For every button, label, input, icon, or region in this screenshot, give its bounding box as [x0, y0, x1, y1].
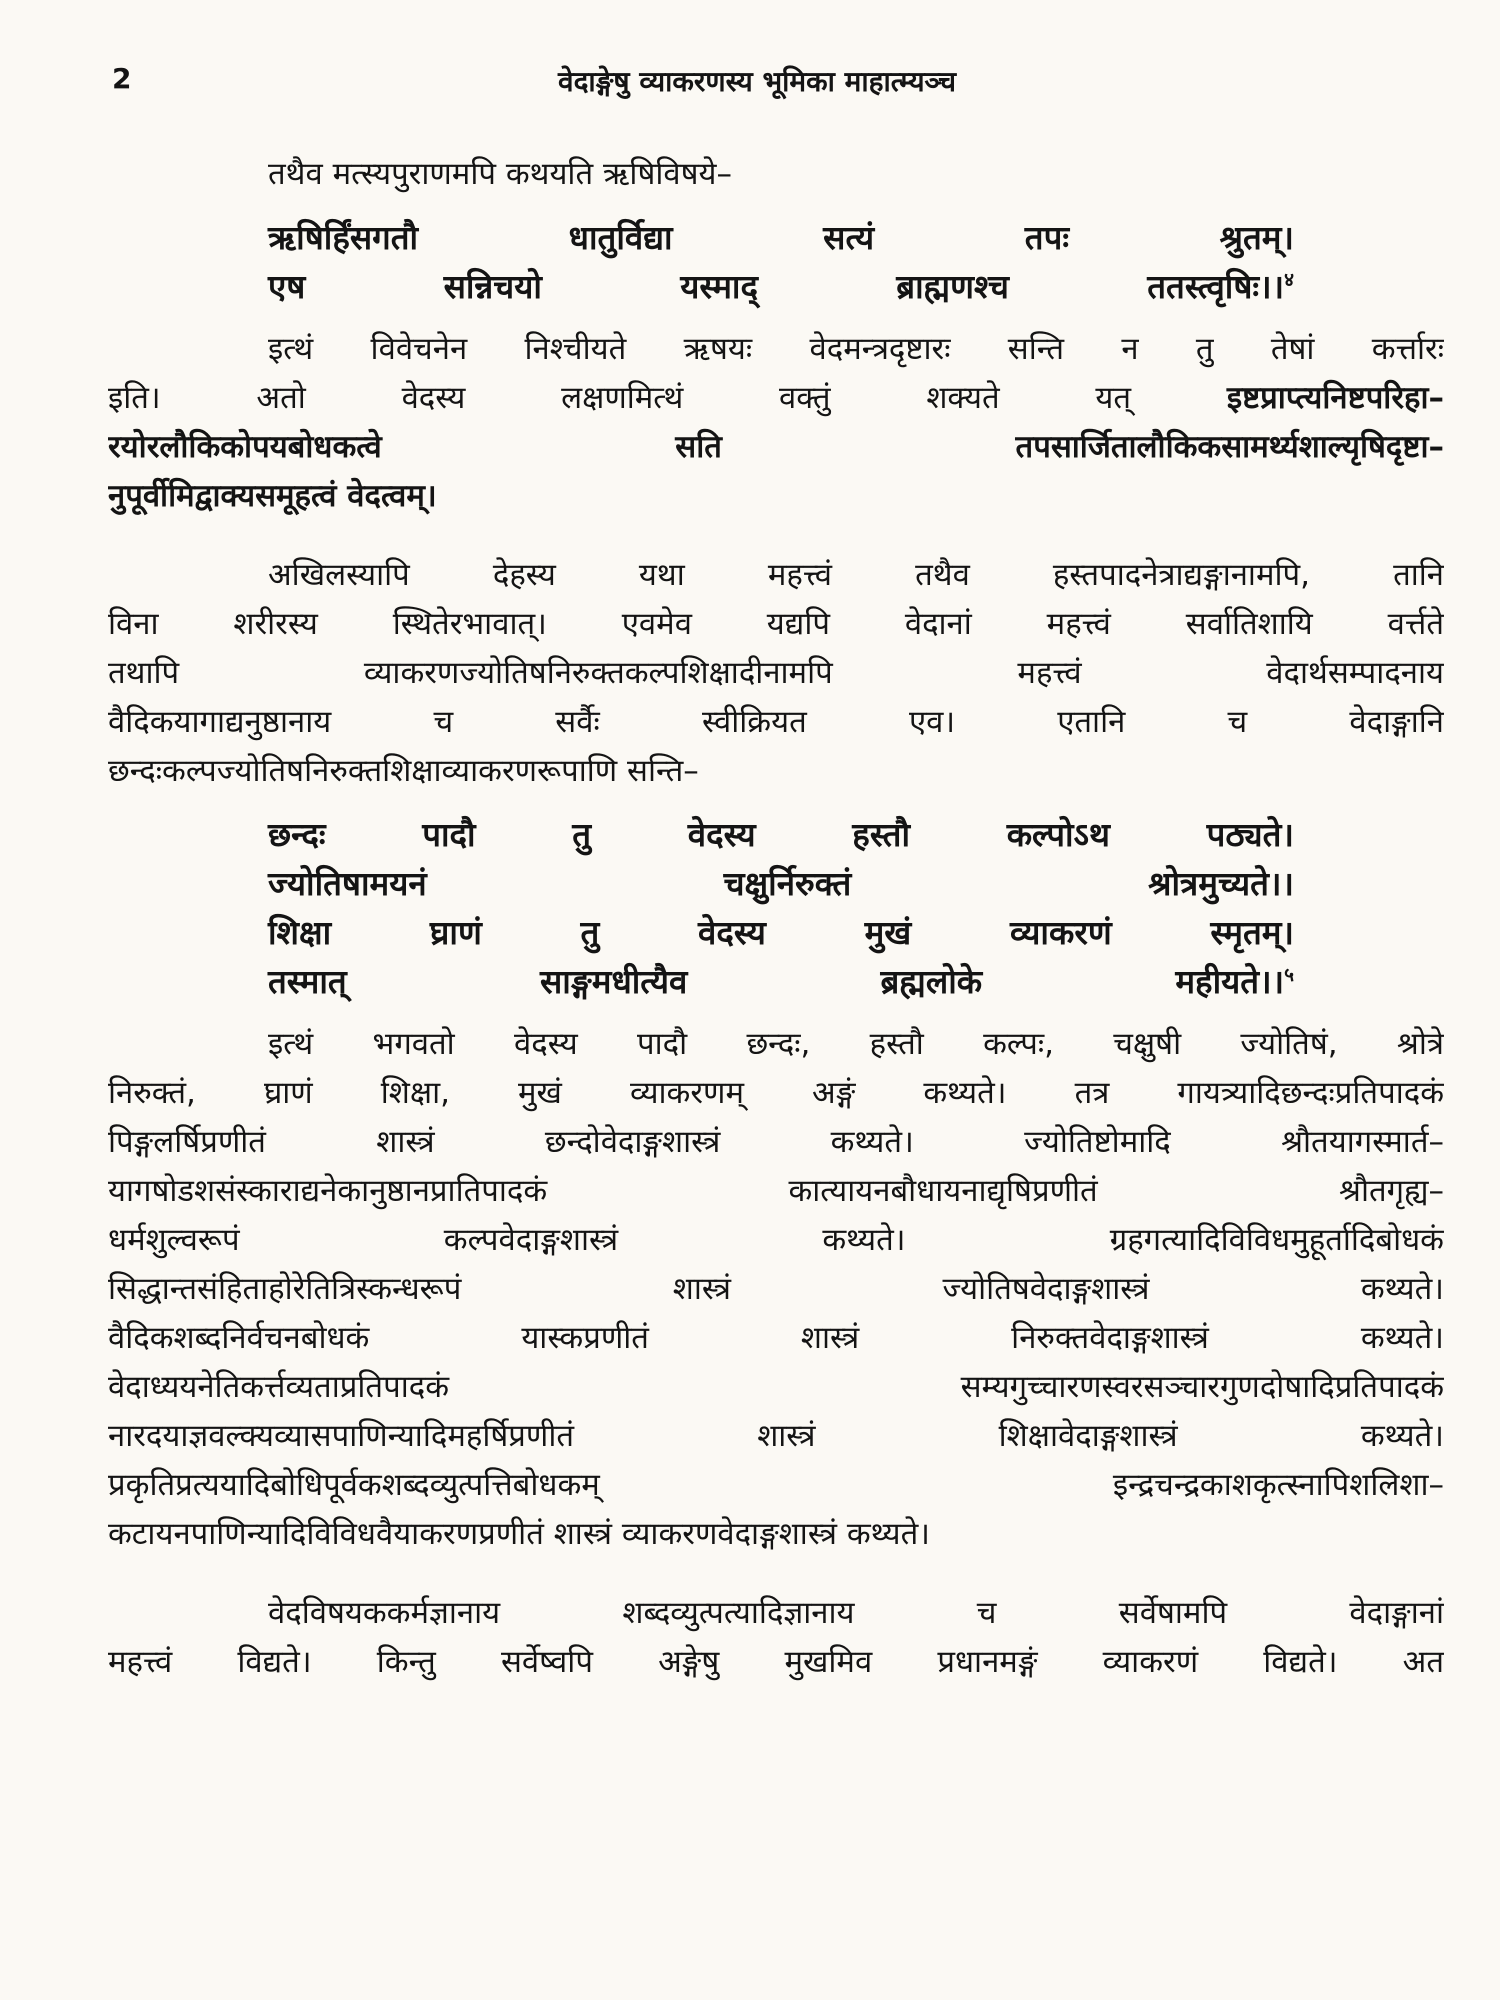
paragraph-line: इत्थं विवेचनेन निश्चीयते ऋषयः वेदमन्त्रदृष्टारः सन्ति न तु तेषां कर्त्तारः [268, 331, 1444, 367]
page-number: 2 [112, 62, 132, 95]
paragraph-line: निरुक्तं, घ्राणं शिक्षा, मुखं व्याकरणम् अङ्गं कथ्यते। तत्र गायत्र्यादिछन्दःप्रतिपादकं [108, 1075, 1444, 1111]
paragraph-line: सिद्धान्तसंहिताहोरेतित्रिस्कन्धरूपं शास्त्रं ज्योतिषवेदाङ्गशास्त्रं कथ्यते। [108, 1271, 1444, 1307]
paragraph-line: नारदयाज्ञवल्क्यव्यासपाणिन्यादिमहर्षिप्रणीतं शास्त्रं शिक्षावेदाङ्गशास्त्रं कथ्यते। [108, 1418, 1444, 1454]
paragraph-line: महत्त्वं विद्यते। किन्तु सर्वेष्वपि अङ्गेषु मुखमिव प्रधानमङ्गं व्याकरणं विद्यते। अत [108, 1644, 1444, 1680]
verse-line: ज्योतिषामयनं चक्षुर्निरुक्तं श्रोत्रमुच्यते।। [268, 864, 1294, 903]
intro-line: तथैव मत्स्यपुराणमपि कथयति ऋषिविषये– [268, 156, 733, 192]
verse-line [108, 262, 1444, 311]
paragraph-line: तथापि व्याकरणज्योतिषनिरुक्तकल्पशिक्षादीनामपि महत्त्वं वेदार्थसम्पादनाय [108, 655, 1444, 691]
page-header [112, 62, 1402, 102]
verse-line: शिक्षा घ्राणं तु वेदस्य मुखं व्याकरणं स्मृतम्। [268, 913, 1294, 952]
paragraph-line: यागषोडशसंस्काराद्यनेकानुष्ठानप्रातिपादकं कात्यायनबौधायनाद्यृषिप्रणीतं श्रौतगृह्य– [108, 1173, 1444, 1209]
paragraph-line: वेदविषयककर्मज्ञानाय शब्दव्युत्पत्यादिज्ञानाय च सर्वेषामपि वेदाङ्गानां [268, 1595, 1444, 1631]
footnote-marker: ४ [1284, 269, 1294, 291]
paragraph-line: पिङ्गलर्षिप्रणीतं शास्त्रं छन्दोवेदाङ्गशास्त्रं कथ्यते। ज्योतिष्टोमादि श्रौतयागस्मार्त– [108, 1124, 1444, 1160]
footnote-marker: ५ [1284, 964, 1294, 986]
verse-line: छन्दः पादौ तु वेदस्य हस्तौ कल्पोऽथ पठ्यते। [268, 815, 1294, 854]
paragraph-line: कटायनपाणिन्यादिविविधवैयाकरणप्रणीतं शास्त्रं व्याकरणवेदाङ्गशास्त्रं कथ्यते। [108, 1516, 931, 1552]
verse-text: तस्मात् साङ्गमधीत्यैव ब्रह्मलोके महीयते।। [268, 962, 1285, 1001]
paragraph-line: छन्दःकल्पज्योतिषनिरुक्तशिक्षाव्याकरणरूपाणि सन्ति– [108, 753, 699, 789]
paragraph-line: प्रकृतिप्रत्ययादिबोधिपूर्वकशब्दव्युत्पत्तिबोधकम् इन्द्रचन्द्रकाशकृत्स्नापिशलिशा– [108, 1467, 1444, 1503]
paragraph-line: वैदिकयागाद्यनुष्ठानाय च सर्वैः स्वीक्रियत एव। एतानि च वेदाङ्गानि [108, 704, 1444, 740]
paragraph-line: धर्मशुल्वरूपं कल्पवेदाङ्गशास्त्रं कथ्यते। ग्रहगत्यादिविविधमुहूर्तादिबोधकं [108, 1222, 1444, 1258]
running-title: वेदाङ्गेषु व्याकरणस्य भूमिका माहात्म्यञ्च [558, 65, 956, 98]
paragraph-line: विना शरीरस्य स्थितेरभावात्। एवमेव यद्यपि वेदानां महत्त्वं सर्वातिशायि वर्त्तते [108, 606, 1444, 642]
paragraph-line: वेदाध्ययनेतिकर्त्तव्यताप्रतिपादकं सम्यगुच्चारणस्वरसञ्चारगुणदोषादिप्रतिपादकं [108, 1369, 1444, 1405]
verse-text: एष सन्निचयो यस्माद् ब्राह्मणश्च ततस्त्वृषिः।। [268, 267, 1285, 306]
verse-line [108, 957, 1444, 1006]
paragraph-line: वैदिकशब्दनिर्वचनबोधकं यास्कप्रणीतं शास्त्रं निरुक्तवेदाङ्गशास्त्रं कथ्यते। [108, 1320, 1444, 1356]
paragraph-text: इति। अतो वेदस्य लक्षणमित्थं वक्तुं शक्यते यत् [108, 380, 1132, 416]
main-text [108, 150, 1444, 1687]
verse-line: ऋषिर्हिंसगतौ धातुर्विद्या सत्यं तपः श्रुतम्। [268, 218, 1294, 257]
definition-line: नुपूर्वीमिद्वाक्यसमूहत्वं वेदत्वम्। [108, 478, 437, 514]
paragraph-line [108, 374, 1444, 423]
paragraph-line: इत्थं भगवतो वेदस्य पादौ छन्दः, हस्तौ कल्पः, चक्षुषी ज्योतिषं, श्रोत्रे [268, 1026, 1444, 1062]
definition-text: इष्टप्राप्त्यनिष्टपरिहा– [1226, 380, 1444, 416]
paragraph-line: अखिलस्यापि देहस्य यथा महत्त्वं तथैव हस्तपादनेत्राद्यङ्गानामपि, तानि [268, 557, 1444, 593]
definition-line: रयोरलौकिकोपयबोधकत्वे सति तपसार्जितालौकिकसामर्थ्यशाल्यृषिदृष्टा– [108, 429, 1444, 465]
